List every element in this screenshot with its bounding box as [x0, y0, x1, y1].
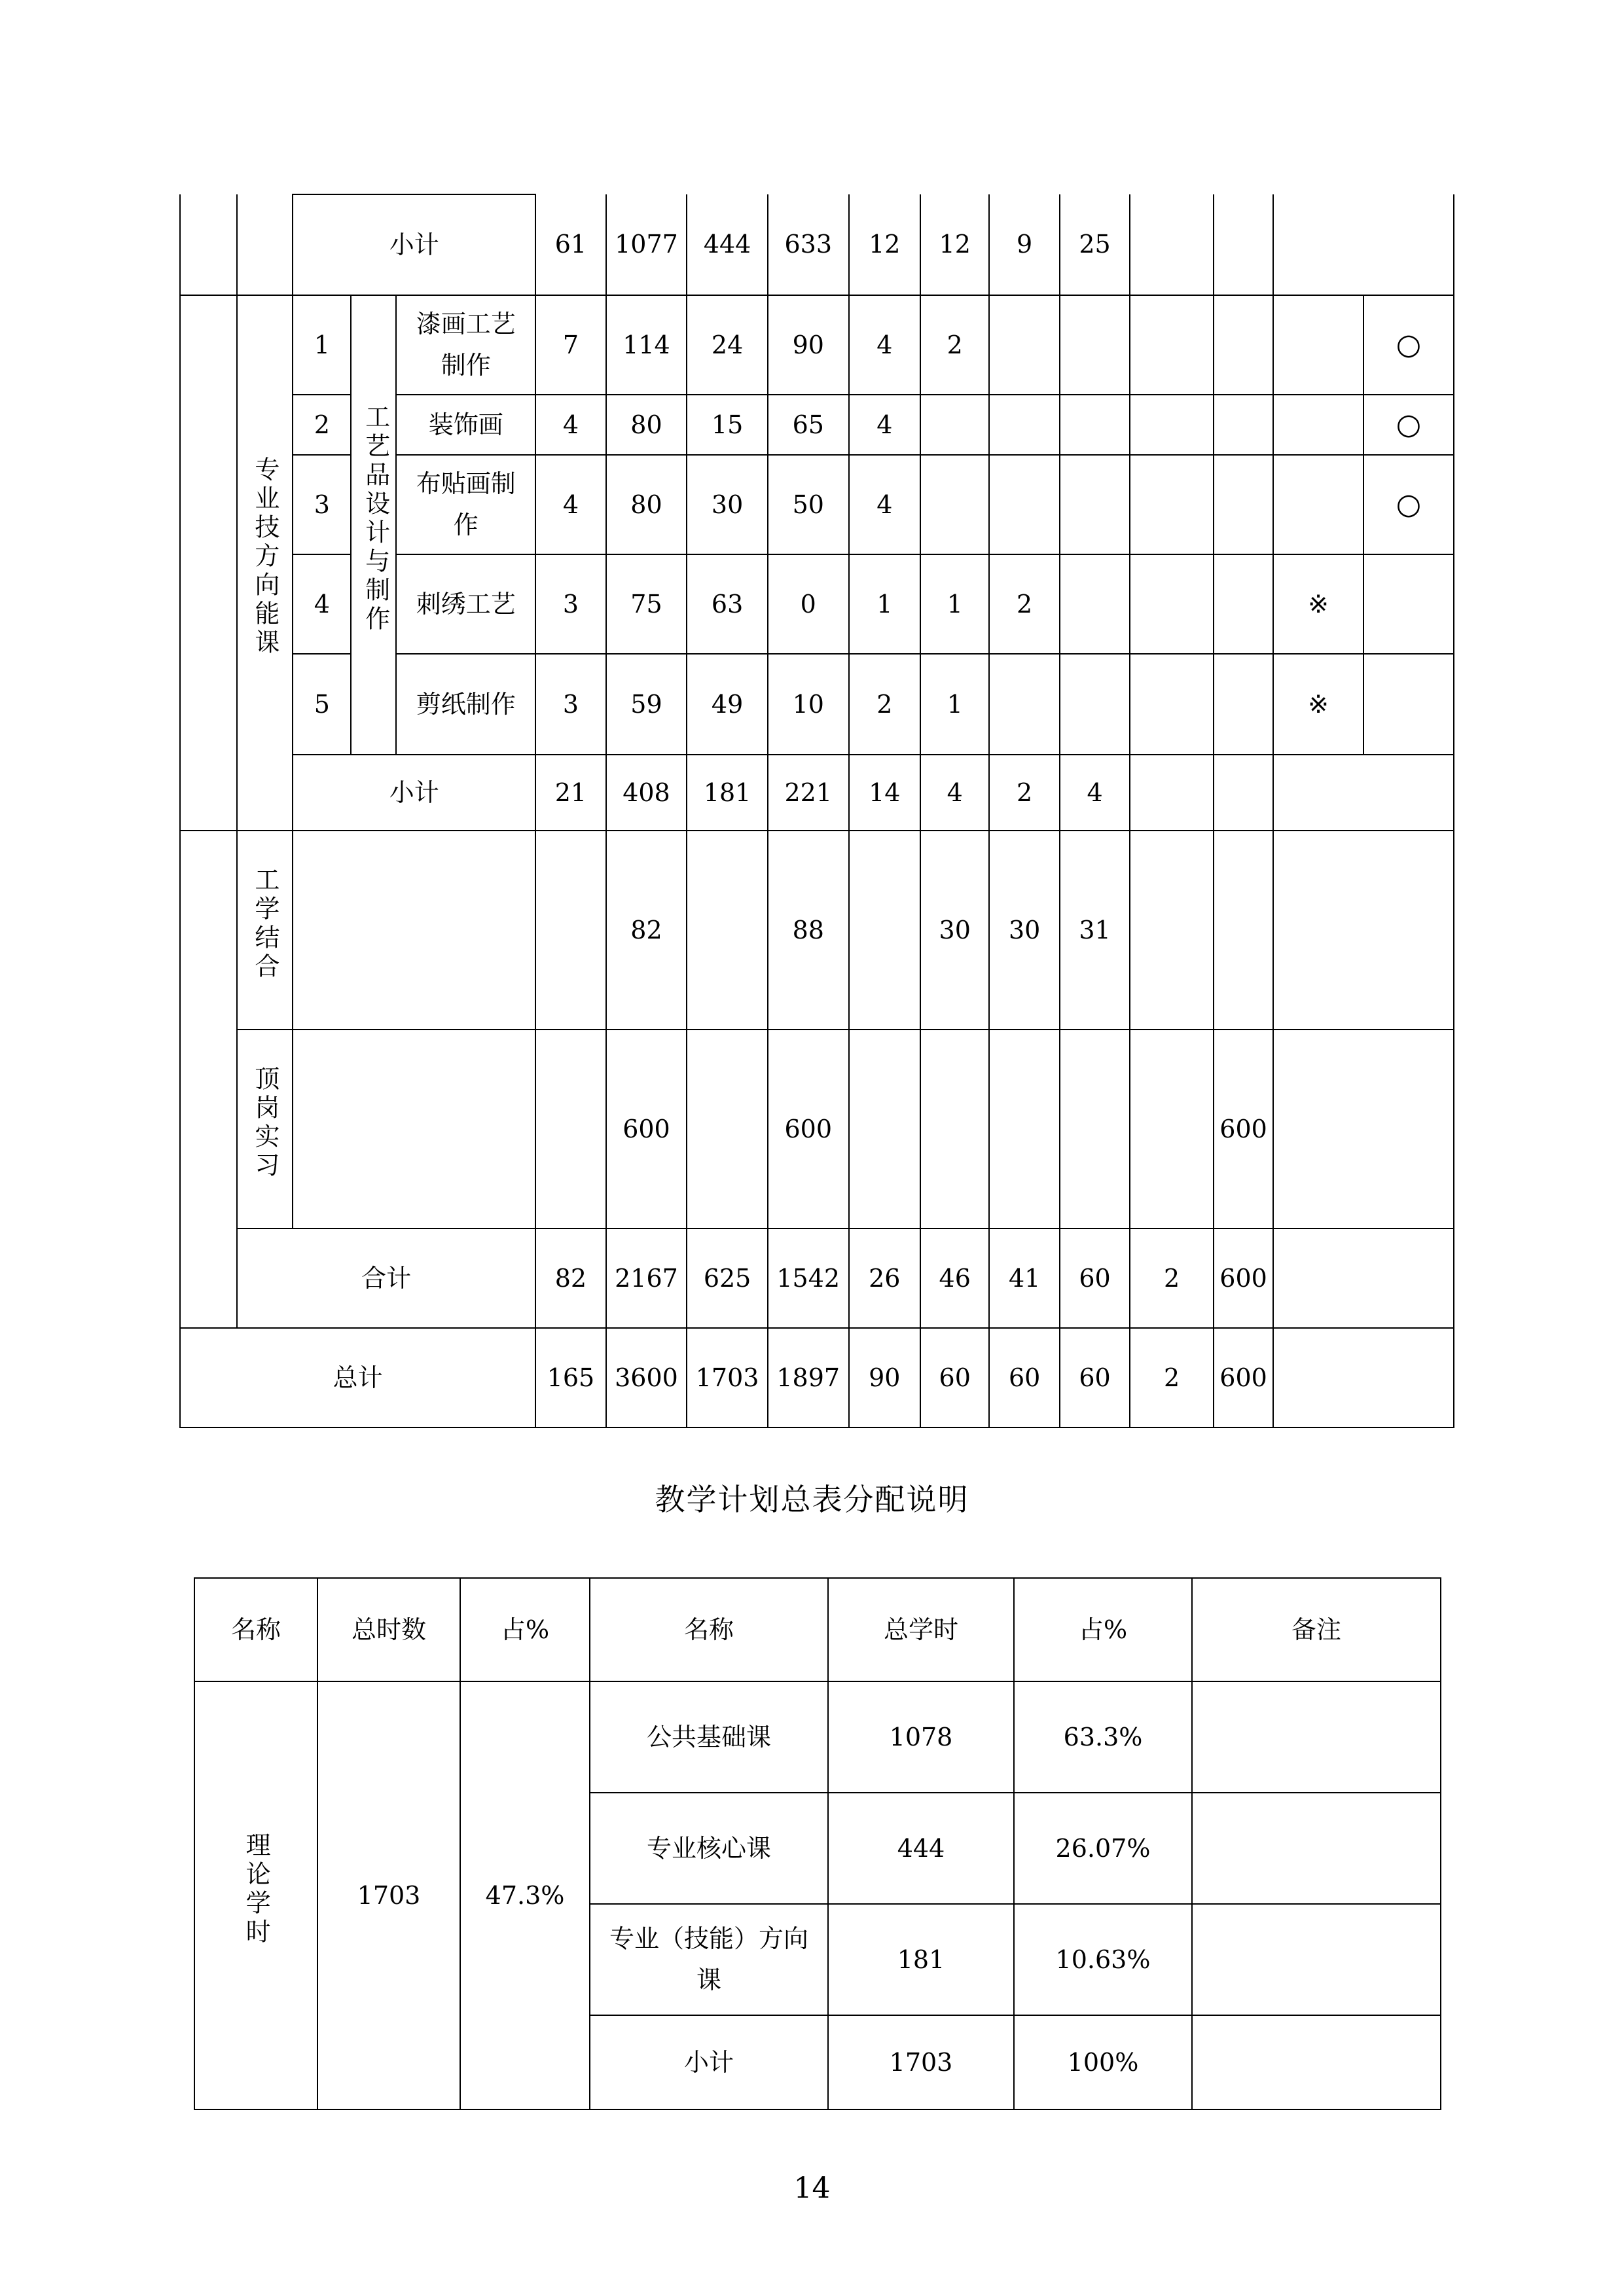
mark-circle: ○: [1363, 455, 1454, 554]
course-plan-table: [179, 194, 1454, 1428]
table-row-course-4: 4 刺绣工艺 3 75 63 0 1 1 2 ※: [180, 554, 1454, 654]
mark-circle: ○: [1363, 395, 1454, 455]
table-row-top-subtotal: 小计 61 1077 444 633 12 12 9 25: [180, 194, 1454, 295]
subtotal-label: 小计: [293, 755, 535, 831]
section-title: 教学计划总表分配说明: [655, 1482, 969, 1517]
table-row: 小计 1703 100%: [194, 2015, 1441, 2109]
column-header: 占%: [460, 1578, 590, 1681]
table-row-work-study: 工学结合 82 88 30 30 31: [180, 831, 1454, 1030]
table-row-course-5: 5 剪纸制作 3 59 49 10 2 1 ※: [180, 654, 1454, 755]
table-row-sum: 合计 82 2167 625 1542 26 46 41 60 2 600: [180, 1229, 1454, 1328]
column-header: 总时数: [317, 1578, 460, 1681]
table-row-course-1: 专业技方向能课 1 工艺品设计与制作 漆画工艺制作 7 114 24 90 4 2 ○: [180, 295, 1454, 395]
mark-reference: ※: [1273, 654, 1363, 755]
distribution-table: [194, 1577, 1441, 2110]
table-row: 理论学时 1703 47.3% 公共基础课 1078 63.3%: [194, 1681, 1441, 1793]
table-row: 专业（技能）方向课 181 10.63%: [194, 1904, 1441, 2015]
category-label: 理论学时: [242, 1831, 271, 1947]
table-row-course-3: 3 布贴画制作 4 80 30 50 4 ○: [180, 455, 1454, 554]
course-name: 布贴画制作: [396, 455, 535, 554]
subtotal-label: 小计: [293, 194, 535, 295]
table-row-total: 总计 165 3600 1703 1897 90 60 60 60 2 600: [180, 1328, 1454, 1427]
group-label: 专业技方向能课: [250, 456, 280, 658]
table-row-internship: 顶岗实习 600 600 600: [180, 1030, 1454, 1229]
sum-label: 合计: [237, 1229, 535, 1328]
table-row: 专业核心课 444 26.07%: [194, 1793, 1441, 1904]
mark-circle: ○: [1363, 295, 1454, 395]
category-percent: 47.3%: [460, 1681, 590, 2109]
course-name: 装饰画: [396, 395, 535, 455]
table-row-course-2: 2 装饰画 4 80 15 65 4 ○: [180, 395, 1454, 455]
course-name: 刺绣工艺: [396, 554, 535, 654]
category-total-hours: 1703: [317, 1681, 460, 2109]
course-type: 公共基础课: [590, 1681, 828, 1793]
course-type: 小计: [590, 2015, 828, 2109]
course-type: 专业核心课: [590, 1793, 828, 1904]
course-type: 专业（技能）方向课: [590, 1904, 828, 2015]
mark-reference: ※: [1273, 554, 1363, 654]
table-header-row: [194, 1578, 1441, 1681]
work-study-label: 工学结合: [250, 866, 280, 982]
column-header: 名称: [194, 1578, 317, 1681]
column-header: 备注: [1192, 1578, 1441, 1681]
column-header: 占%: [1014, 1578, 1192, 1681]
sub-group-label: 工艺品设计与制作: [361, 403, 390, 634]
course-name: 剪纸制作: [396, 654, 535, 755]
page-number: 14: [793, 2172, 831, 2205]
table-row-group-subtotal: 小计 21 408 181 221 14 4 2 4: [180, 755, 1454, 831]
column-header: 名称: [590, 1578, 828, 1681]
course-name: 漆画工艺制作: [396, 295, 535, 395]
internship-label: 顶岗实习: [250, 1065, 280, 1181]
column-header: 总学时: [828, 1578, 1014, 1681]
total-label: 总计: [180, 1328, 535, 1427]
